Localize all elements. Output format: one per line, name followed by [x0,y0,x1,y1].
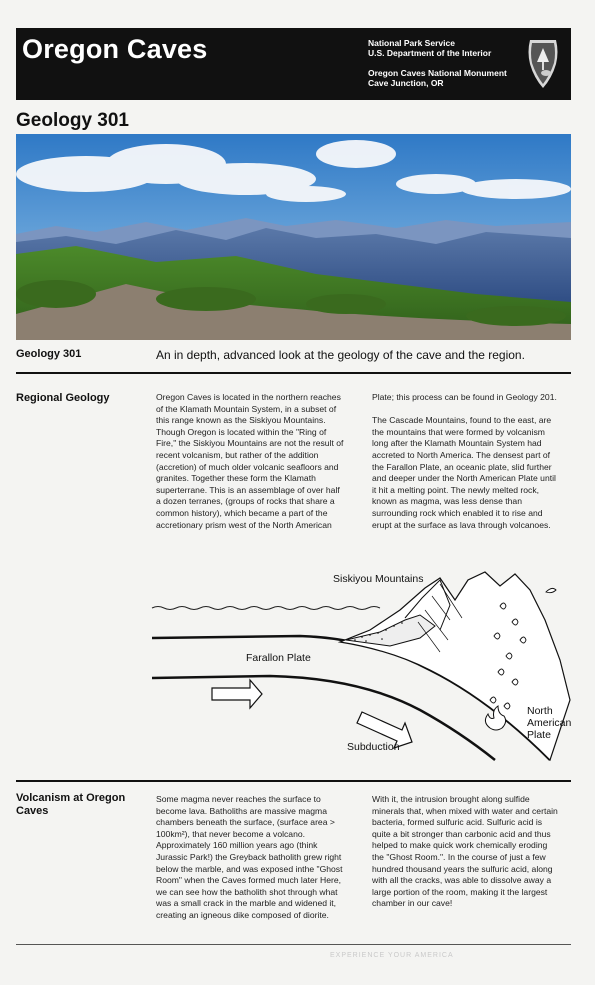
text-line: this range known as the Siskiyou Mountains. [156,415,326,426]
text-line: hundred thousand years the sulfuric acid, along [372,863,553,874]
text-line: Some magma never reaches the surface to [156,794,321,804]
text-line: long after the Klamath Mountain System had [372,438,542,449]
regional-geology-column-1 [156,392,356,531]
text-line: Oregon Caves is located in the northern reaches [156,392,341,402]
label-siskiyou-mountains: Siskiyou Mountains [333,573,424,585]
text-line: was a small crack in the marble and widened it, [156,898,337,909]
text-line [372,404,572,416]
text-line: large portion of the room, making it the largest [372,886,548,897]
text-line: bacteria, formed sulfuric acid. Sulfuric acid is [372,817,543,828]
text-line: surrounding rock which enabled it to rise and [372,507,543,518]
label-subduction: Subduction [347,741,400,753]
page-heading: Geology 301 [16,110,129,131]
text-line: chamber in our cave! [372,898,453,909]
label-farallon-plate: Farallon Plate [246,652,311,664]
text-line: with all the cracks, was able to dissolve away a [372,875,552,886]
text-line: recent volcanism, but rather of the addition [156,449,319,460]
text-line: Approximately 160 million years ago (think [156,840,318,851]
text-line: it hit a melting point. The newly melted rock, [372,484,540,495]
volcanism-column-2 [372,794,572,910]
text-line: helped to make quick work chemically eroding [372,840,548,851]
header-band [16,28,571,100]
text-line: the Farallon Plate, an oceanic plate, slid further [372,461,552,472]
subduction-diagram [150,560,580,775]
text-line: quite a bit stronger than carbonic acid and thus [372,828,551,839]
volcanism-heading: Volcanism at Oregon Caves [16,792,126,817]
sea-surface-line [152,607,380,610]
agency-line-1: National Park Service [368,38,455,48]
text-line: become lava. Batholiths are massive magma [156,805,327,816]
text-line: and deeper under the North American Plate until [372,473,556,484]
label-north-american-plate-2: American [527,717,572,729]
text-line: of the Klamath Mountain System, in a subset of [156,403,337,414]
text-line: Though Oregon is located within the "Ring of [156,426,327,437]
text-line: Fire," the Siskiyou Mountains are not the result of [156,438,344,449]
regional-geology-column-2 [372,392,572,531]
footer-faint-text: EXPERIENCE YOUR AMERICA [330,952,454,959]
text-line: With it, the intrusion brought along sulfide [372,794,530,804]
text-line: accreted to North America. The densest part of [372,449,551,460]
text-line: the mountains that were formed by volcanism [372,426,545,437]
label-north-american-plate-3: Plate [527,729,551,741]
volcano-puff [546,588,556,592]
agency-block [368,38,491,58]
footer-rule [16,944,571,945]
text-line: erupt at the surface as lava through volcanoes. [372,519,551,530]
text-line: accretionary prism west of the North American [156,519,332,530]
caption-text: An in depth, advanced look at the geology of the cave and the region. [156,348,525,362]
text-line: Room" when the Caves formed much later Here, [156,875,342,886]
text-line: The Cascade Mountains, found to the east, are [372,415,552,426]
monument-line-1: Oregon Caves National Monument [368,68,507,78]
text-line: superterrane. This is an assemblage of over half [156,484,340,495]
text-line: (accretion) of much older volcanic seafloors and [156,461,339,472]
text-line: below the marble, and was exposed inthe "Ghost [156,863,343,874]
text-line: 100km²), that never become a volcano. [156,828,306,839]
text-line: creating an igneous dike composed of diorite. [156,909,329,920]
monument-block [368,68,507,88]
monument-line-2: Cave Junction, OR [368,78,444,88]
text-line: granites. Together these form the Klamath [156,473,316,484]
text-line: chambers beneath the surface, (surface area > [156,817,335,828]
agency-line-2: U.S. Department of the Interior [368,48,492,58]
text-line: a dozen terranes, (groups of rocks that share a [156,496,335,507]
text-line: common history), which became a part of the [156,507,328,518]
section-divider [16,372,571,374]
label-north-american-plate-1: North [527,705,553,717]
mountain-landscape-photo [16,134,571,340]
text-line: Plate; this process can be found in Geology 201. [372,392,557,402]
text-line: minerals that, when mixed with water and certain [372,805,558,816]
plate-bottom-line [152,676,495,760]
volcanism-column-1 [156,794,356,922]
text-line: the "Ghost Room.". In the course of just a few [372,851,546,862]
nps-arrowhead-icon [526,38,560,90]
plate-motion-arrow-icon [212,680,262,708]
text-line: we can see how the batholith shot through what [156,886,338,897]
regional-geology-heading: Regional Geology [16,392,110,404]
caption-label: Geology 301 [16,348,82,360]
text-line: Jurassic Park!) the Greyback batholith grew right [156,851,342,862]
brochure-title: Oregon Caves [22,34,208,64]
text-line: known as magma, was less dense than [372,496,522,507]
section-divider-2 [16,780,571,782]
